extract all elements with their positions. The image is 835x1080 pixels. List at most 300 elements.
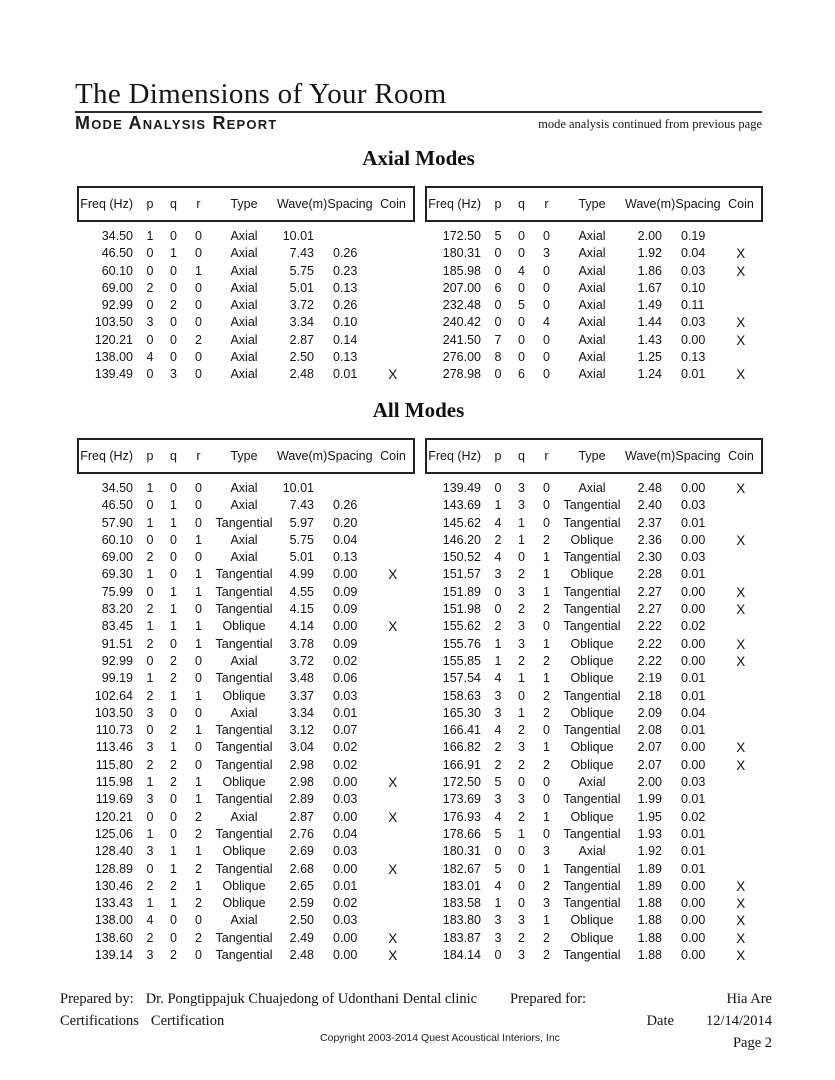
column-header-r: r xyxy=(544,197,549,211)
cell-freq: 241.50 xyxy=(442,332,481,347)
cell-wave: 1.43 xyxy=(637,332,662,347)
cell-wave: 2.87 xyxy=(289,809,314,824)
cell-r: 0 xyxy=(543,619,550,634)
cell-type: Tangential xyxy=(215,567,273,582)
cell-coin xyxy=(721,705,761,722)
column-header-type: Type xyxy=(230,449,258,463)
cell-wave: 2.76 xyxy=(289,826,314,841)
cell-coin xyxy=(721,515,761,532)
cell-freq: 172.50 xyxy=(442,229,481,243)
cell-spacing: 0.02 xyxy=(333,896,358,911)
table-header-row xyxy=(77,438,415,474)
table-row xyxy=(77,791,415,808)
cell-q: 1 xyxy=(170,515,177,530)
cell-wave: 5.01 xyxy=(289,550,314,565)
cell-type: Axial xyxy=(230,481,258,495)
cell-r: 0 xyxy=(195,246,202,261)
table-row xyxy=(77,670,415,687)
cell-p: 0 xyxy=(494,481,502,495)
copyright-line: Copyright 2003-2014 Quest Acoustical Interiors, Inc xyxy=(320,1032,560,1044)
cell-type: Axial xyxy=(578,229,606,243)
table-row xyxy=(77,549,415,566)
table-row xyxy=(425,791,763,808)
cell-coin xyxy=(721,809,761,826)
cell-q: 0 xyxy=(170,809,177,824)
cell-coin xyxy=(373,826,413,843)
table-row xyxy=(77,532,415,549)
cell-type: Tangential xyxy=(215,584,273,599)
cell-spacing: 0.01 xyxy=(681,723,706,738)
cell-coin: X xyxy=(736,332,746,348)
table-row xyxy=(77,349,415,366)
table-row xyxy=(77,245,415,262)
cell-p: 2 xyxy=(494,619,502,634)
cell-p: 0 xyxy=(146,653,154,668)
cell-wave: 3.78 xyxy=(289,636,314,651)
cell-wave: 5.75 xyxy=(289,532,314,547)
column-header-q: q xyxy=(518,197,525,211)
cell-p: 1 xyxy=(146,826,154,841)
cell-type: Tangential xyxy=(215,930,273,945)
table-row xyxy=(425,297,763,314)
cell-type: Tangential xyxy=(215,602,273,617)
cell-coin xyxy=(373,670,413,687)
cell-q: 1 xyxy=(518,532,525,547)
cell-coin xyxy=(373,297,413,314)
cell-p: 3 xyxy=(494,567,502,582)
cell-freq: 128.89 xyxy=(94,861,133,876)
cell-r: 0 xyxy=(195,653,202,668)
cell-spacing: 0.02 xyxy=(333,653,358,668)
cell-type: Axial xyxy=(230,809,258,824)
prepared-by-line xyxy=(60,988,477,1010)
cell-p: 4 xyxy=(494,671,502,686)
cell-wave: 2.00 xyxy=(637,229,662,243)
cell-freq: 139.49 xyxy=(94,367,133,382)
cell-spacing: 0.09 xyxy=(333,584,358,599)
cell-freq: 83.20 xyxy=(101,602,133,617)
cell-r: 0 xyxy=(543,263,550,278)
cell-freq: 128.40 xyxy=(94,844,133,859)
cell-q: 2 xyxy=(518,602,525,617)
cell-r: 0 xyxy=(543,332,550,347)
cell-wave: 1.99 xyxy=(637,792,662,807)
cell-p: 6 xyxy=(494,280,502,295)
cell-freq: 120.21 xyxy=(94,332,133,347)
cell-spacing: 0.00 xyxy=(681,757,706,772)
cell-coin: X xyxy=(736,263,746,279)
cell-freq: 92.99 xyxy=(101,653,133,668)
cell-coin xyxy=(373,349,413,366)
cell-r: 2 xyxy=(543,878,550,893)
cell-spacing: 0.01 xyxy=(681,792,706,807)
date-value: 12/14/2014 xyxy=(705,1013,772,1029)
cell-q: 0 xyxy=(518,315,525,330)
cell-wave: 2.28 xyxy=(637,567,662,582)
cell-freq: 180.31 xyxy=(442,844,481,859)
cell-r: 0 xyxy=(543,280,550,295)
cell-q: 1 xyxy=(170,844,177,859)
table-row xyxy=(77,314,415,331)
cell-coin xyxy=(721,826,761,843)
certifications-label: Certifications xyxy=(60,1013,139,1029)
cell-type: Axial xyxy=(230,550,258,565)
cell-type: Axial xyxy=(578,332,606,347)
cell-coin: X xyxy=(736,481,746,496)
cell-type: Axial xyxy=(230,263,258,278)
cell-coin xyxy=(373,636,413,653)
all-modes-tables xyxy=(77,438,763,964)
cell-q: 2 xyxy=(518,930,525,945)
cell-coin xyxy=(373,912,413,929)
cell-r: 0 xyxy=(543,298,550,313)
cell-coin xyxy=(373,532,413,549)
column-header-spacing: Spacing xyxy=(327,449,373,463)
cell-r: 0 xyxy=(195,280,202,295)
cell-p: 2 xyxy=(146,688,154,703)
cell-q: 0 xyxy=(170,481,177,495)
cell-type: Oblique xyxy=(222,896,266,911)
table-row xyxy=(77,757,415,774)
table-row xyxy=(77,601,415,618)
cell-spacing: 0.01 xyxy=(333,878,358,893)
cell-type: Axial xyxy=(230,532,258,547)
cell-p: 5 xyxy=(494,229,502,243)
cell-p: 0 xyxy=(494,948,502,963)
cell-spacing: 0.09 xyxy=(333,602,358,617)
cell-type: Oblique xyxy=(222,878,266,893)
cell-freq: 119.69 xyxy=(95,792,133,807)
cell-p: 5 xyxy=(494,775,502,790)
cell-wave: 1.88 xyxy=(637,930,662,945)
cell-coin xyxy=(721,549,761,566)
cell-r: 2 xyxy=(195,861,202,876)
cell-spacing: 0.26 xyxy=(333,246,358,261)
cell-q: 2 xyxy=(518,809,525,824)
cell-spacing: 0.00 xyxy=(681,636,706,651)
cell-coin xyxy=(373,791,413,808)
cell-spacing: 0.11 xyxy=(681,298,705,313)
cell-q: 0 xyxy=(518,246,525,261)
cell-wave: 3.37 xyxy=(289,688,314,703)
cell-q: 1 xyxy=(170,688,177,703)
cell-coin xyxy=(373,688,413,705)
table-row xyxy=(425,584,763,601)
cell-freq: 110.73 xyxy=(95,723,133,738)
table-row xyxy=(77,566,415,583)
cell-p: 0 xyxy=(494,298,502,313)
table-body xyxy=(425,228,763,384)
column-header-freq: Freq (Hz) xyxy=(428,449,481,463)
cell-spacing: 0.01 xyxy=(681,688,706,703)
cell-p: 5 xyxy=(494,826,502,841)
cell-wave: 2.27 xyxy=(637,602,662,617)
cell-spacing: 0.00 xyxy=(681,896,706,911)
cell-spacing xyxy=(327,228,373,245)
cell-p: 3 xyxy=(146,705,154,720)
cell-spacing: 0.01 xyxy=(681,861,706,876)
cell-wave: 2.19 xyxy=(637,671,662,686)
cell-freq: 34.50 xyxy=(101,481,133,495)
cell-wave: 2.68 xyxy=(289,861,314,876)
cell-p: 0 xyxy=(146,809,154,824)
cell-q: 0 xyxy=(170,913,177,928)
cell-type: Axial xyxy=(578,481,606,495)
cell-q: 0 xyxy=(170,636,177,651)
cell-r: 1 xyxy=(195,619,202,634)
cell-q: 3 xyxy=(518,498,525,513)
cell-spacing: 0.10 xyxy=(681,280,706,295)
cell-r: 0 xyxy=(195,913,202,928)
cell-type: Tangential xyxy=(563,584,621,599)
cell-spacing: 0.01 xyxy=(681,826,706,841)
cell-q: 0 xyxy=(518,896,525,911)
cell-spacing: 0.03 xyxy=(333,792,358,807)
cell-type: Tangential xyxy=(563,723,621,738)
cell-wave: 1.89 xyxy=(637,878,662,893)
cell-r: 0 xyxy=(543,775,550,790)
table-row xyxy=(425,549,763,566)
cell-p: 3 xyxy=(494,792,502,807)
cell-q: 0 xyxy=(170,792,177,807)
cell-r: 0 xyxy=(543,350,550,365)
axial-modes-tables xyxy=(77,186,763,384)
cell-freq: 155.76 xyxy=(442,636,481,651)
cell-spacing: 0.00 xyxy=(681,532,706,547)
cell-type: Oblique xyxy=(222,688,266,703)
cell-type: Oblique xyxy=(570,671,614,686)
page-footer xyxy=(60,988,772,1058)
cell-p: 3 xyxy=(146,315,154,330)
cell-r: 2 xyxy=(195,826,202,841)
cell-freq: 34.50 xyxy=(101,229,133,243)
cell-q: 0 xyxy=(518,550,525,565)
cell-wave: 1.49 xyxy=(637,298,662,313)
cell-wave: 2.87 xyxy=(289,332,314,347)
cell-r: 0 xyxy=(543,792,550,807)
cell-type: Axial xyxy=(230,705,258,720)
table-row xyxy=(77,878,415,895)
cell-spacing: 0.00 xyxy=(333,619,358,634)
cell-p: 2 xyxy=(146,757,154,772)
cell-spacing: 0.03 xyxy=(333,844,358,859)
cell-type: Axial xyxy=(578,350,606,365)
cell-r: 1 xyxy=(195,584,202,599)
column-header-p: p xyxy=(494,197,502,211)
cell-r: 2 xyxy=(195,809,202,824)
axial-modes-table-right xyxy=(425,186,763,384)
cell-r: 3 xyxy=(543,246,550,261)
cell-coin xyxy=(373,515,413,532)
cell-coin: X xyxy=(736,740,746,756)
table-row xyxy=(425,843,763,860)
cell-q: 1 xyxy=(518,515,525,530)
cell-wave: 1.25 xyxy=(637,350,662,365)
cell-spacing: 0.00 xyxy=(681,878,706,893)
table-row xyxy=(425,826,763,843)
cell-freq: 130.46 xyxy=(94,878,133,893)
cell-freq: 151.57 xyxy=(442,567,481,582)
cell-type: Axial xyxy=(230,298,258,313)
column-header-r: r xyxy=(196,197,201,211)
table-row xyxy=(77,843,415,860)
cell-q: 2 xyxy=(170,878,177,893)
cell-type: Tangential xyxy=(215,723,273,738)
cell-spacing: 0.00 xyxy=(333,930,358,945)
table-row xyxy=(425,705,763,722)
prepared-for-value: Hia Are xyxy=(726,991,772,1007)
cell-type: Tangential xyxy=(563,619,621,634)
cell-r: 1 xyxy=(543,861,550,876)
table-row xyxy=(425,739,763,756)
cell-q: 1 xyxy=(170,619,177,634)
column-header-wave: Wave(m) xyxy=(625,449,676,463)
cell-r: 0 xyxy=(195,481,202,495)
cell-type: Tangential xyxy=(215,948,273,963)
cell-p: 3 xyxy=(146,844,154,859)
cell-coin xyxy=(373,228,413,245)
cell-type: Tangential xyxy=(215,792,273,807)
cell-p: 2 xyxy=(494,757,502,772)
cell-q: 2 xyxy=(170,653,177,668)
cell-wave: 2.98 xyxy=(289,757,314,772)
cell-p: 2 xyxy=(146,636,154,651)
cell-wave: 7.43 xyxy=(289,246,314,261)
cell-p: 2 xyxy=(146,550,154,565)
cell-type: Oblique xyxy=(570,532,614,547)
cell-freq: 102.64 xyxy=(94,688,133,703)
cell-wave: 3.12 xyxy=(289,723,314,738)
cell-p: 1 xyxy=(494,896,502,911)
cell-wave: 2.36 xyxy=(637,532,662,547)
cell-coin: X xyxy=(736,636,746,652)
cell-wave: 3.72 xyxy=(289,298,314,313)
cell-q: 4 xyxy=(518,263,525,278)
table-row xyxy=(425,566,763,583)
table-row xyxy=(77,912,415,929)
table-row xyxy=(77,280,415,297)
cell-coin: X xyxy=(736,584,746,600)
table-row xyxy=(425,515,763,532)
cell-r: 0 xyxy=(543,515,550,530)
cell-wave: 2.22 xyxy=(637,636,662,651)
cell-coin xyxy=(721,861,761,878)
cell-wave: 2.98 xyxy=(289,775,314,790)
table-row xyxy=(77,297,415,314)
cell-wave: 4.15 xyxy=(289,602,314,617)
cell-coin: X xyxy=(388,619,398,635)
cell-p: 1 xyxy=(494,653,502,668)
table-row xyxy=(77,332,415,349)
cell-spacing: 0.23 xyxy=(333,263,358,278)
table-row xyxy=(425,280,763,297)
cell-p: 7 xyxy=(494,332,502,347)
cell-coin: X xyxy=(388,948,398,964)
column-header-coin: Coin xyxy=(380,449,406,463)
cell-type: Axial xyxy=(578,280,606,295)
cell-coin xyxy=(373,497,413,514)
cell-p: 3 xyxy=(494,913,502,928)
cell-r: 0 xyxy=(195,948,202,963)
cell-wave: 2.07 xyxy=(637,740,662,755)
cell-spacing: 0.01 xyxy=(681,844,706,859)
cell-p: 3 xyxy=(146,740,154,755)
axial-modes-heading: Axial Modes xyxy=(362,146,475,170)
table-row xyxy=(425,809,763,826)
column-header-spacing: Spacing xyxy=(327,197,373,211)
cell-q: 1 xyxy=(518,826,525,841)
cell-q: 2 xyxy=(518,567,525,582)
cell-freq: 183.58 xyxy=(442,896,481,911)
date-line xyxy=(647,1010,772,1032)
cell-p: 1 xyxy=(146,567,154,582)
cell-p: 2 xyxy=(146,602,154,617)
cell-freq: 113.46 xyxy=(95,740,133,755)
cell-type: Axial xyxy=(230,229,258,243)
table-row xyxy=(77,861,415,878)
cell-spacing: 0.20 xyxy=(333,515,358,530)
cell-q: 1 xyxy=(170,740,177,755)
cell-q: 0 xyxy=(170,567,177,582)
table-row xyxy=(77,895,415,912)
cell-q: 0 xyxy=(518,775,525,790)
cell-coin: X xyxy=(736,532,746,548)
cell-wave: 2.37 xyxy=(637,515,662,530)
table-body xyxy=(425,480,763,964)
cell-spacing: 0.03 xyxy=(681,550,706,565)
cell-r: 2 xyxy=(543,948,550,963)
cell-freq: 166.91 xyxy=(442,757,481,772)
cell-r: 4 xyxy=(543,315,550,330)
column-header-p: p xyxy=(494,449,502,463)
cell-freq: 232.48 xyxy=(442,298,481,313)
axial-modes-table-left xyxy=(77,186,415,384)
cell-r: 1 xyxy=(543,913,550,928)
table-header-row xyxy=(425,186,763,222)
cell-q: 5 xyxy=(518,298,525,313)
cell-freq: 103.50 xyxy=(94,315,133,330)
cell-q: 0 xyxy=(518,688,525,703)
cell-type: Oblique xyxy=(570,636,614,651)
cell-q: 1 xyxy=(170,861,177,876)
cell-freq: 180.31 xyxy=(442,246,481,261)
column-header-spacing: Spacing xyxy=(675,449,721,463)
cell-type: Tangential xyxy=(563,498,621,513)
cell-q: 1 xyxy=(170,498,177,513)
cell-spacing: 0.03 xyxy=(681,498,706,513)
all-modes-table-left xyxy=(77,438,415,964)
cell-p: 0 xyxy=(146,498,154,513)
cell-wave: 2.89 xyxy=(289,792,314,807)
table-body xyxy=(77,228,415,384)
cell-freq: 184.14 xyxy=(442,948,481,963)
certifications-line xyxy=(60,1010,477,1032)
cell-freq: 183.01 xyxy=(442,878,481,893)
cell-wave: 1.86 xyxy=(637,263,662,278)
cell-wave: 2.59 xyxy=(289,896,314,911)
cell-freq: 60.10 xyxy=(101,263,133,278)
column-header-p: p xyxy=(146,449,154,463)
cell-p: 1 xyxy=(146,229,154,243)
cell-coin xyxy=(721,566,761,583)
table-row xyxy=(77,826,415,843)
cell-spacing: 0.02 xyxy=(333,757,358,772)
cell-wave: 2.08 xyxy=(637,723,662,738)
cell-r: 1 xyxy=(195,263,202,278)
table-row xyxy=(425,636,763,653)
cell-coin xyxy=(373,739,413,756)
cell-p: 3 xyxy=(494,705,502,720)
